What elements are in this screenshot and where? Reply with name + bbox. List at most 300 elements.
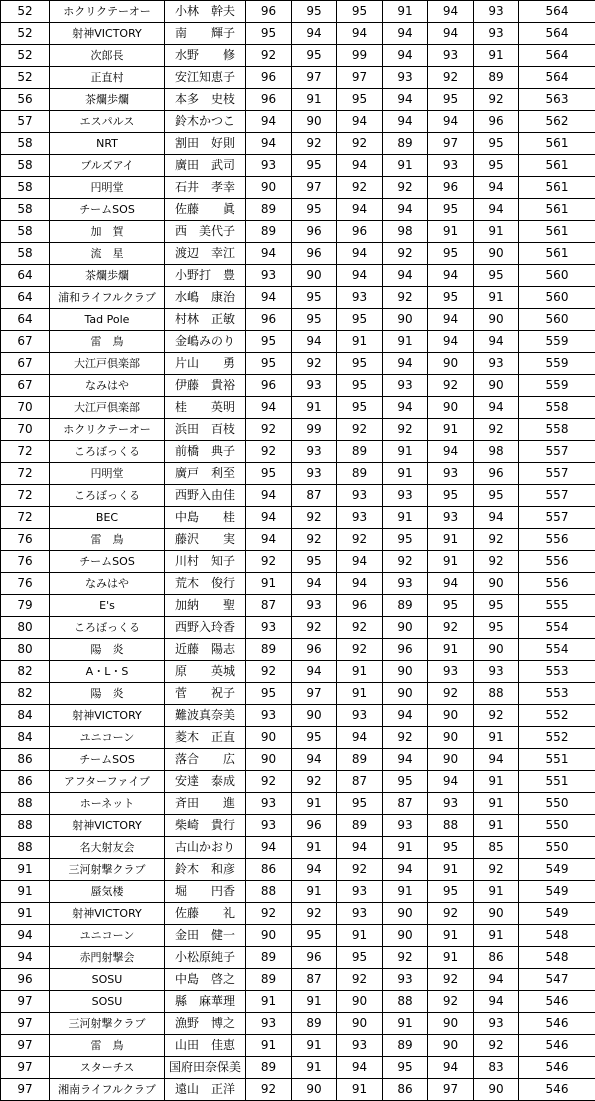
rank-cell: 97	[1, 1035, 50, 1057]
table-row	[1, 309, 595, 331]
team-cell: 茶爛歩爛	[50, 89, 165, 111]
score-cell: 92	[246, 441, 292, 463]
score-cell: 95	[292, 925, 337, 947]
score-cell: 88	[383, 991, 428, 1013]
table-row	[1, 111, 595, 133]
score-cell: 91	[246, 991, 292, 1013]
score-cell: 94	[383, 353, 428, 375]
score-cell: 93	[474, 1, 519, 23]
score-cell: 94	[292, 573, 337, 595]
score-cell: 92	[292, 507, 337, 529]
score-cell: 92	[428, 617, 474, 639]
name-cell: 片山 勇	[165, 353, 246, 375]
table-row	[1, 639, 595, 661]
total-cell: 553	[519, 661, 595, 683]
score-cell: 91	[474, 925, 519, 947]
name-cell: 落合 広	[165, 749, 246, 771]
table-body	[1, 1, 595, 1101]
total-cell: 549	[519, 881, 595, 903]
table-row	[1, 1, 595, 23]
score-cell: 96	[246, 89, 292, 111]
total-cell: 554	[519, 617, 595, 639]
table-row	[1, 485, 595, 507]
score-cell: 98	[474, 441, 519, 463]
score-cell: 89	[246, 1057, 292, 1079]
score-cell: 94	[337, 111, 383, 133]
name-cell: 廣戸 利至	[165, 463, 246, 485]
name-cell: 国府田奈保美	[165, 1057, 246, 1079]
score-cell: 93	[337, 903, 383, 925]
score-cell: 95	[428, 243, 474, 265]
score-cell: 91	[292, 1057, 337, 1079]
team-cell: 射神VICTORY	[50, 705, 165, 727]
score-cell: 95	[428, 89, 474, 111]
score-cell: 91	[428, 639, 474, 661]
rank-cell: 52	[1, 1, 50, 23]
team-cell: 茶爛歩爛	[50, 265, 165, 287]
score-cell: 90	[474, 639, 519, 661]
name-cell: 菱木 正直	[165, 727, 246, 749]
rank-cell: 76	[1, 551, 50, 573]
score-cell: 92	[246, 419, 292, 441]
name-cell: 漁野 博之	[165, 1013, 246, 1035]
table-row	[1, 23, 595, 45]
name-cell: 小松原純子	[165, 947, 246, 969]
name-cell: 安達 泰成	[165, 771, 246, 793]
score-cell: 92	[246, 45, 292, 67]
name-cell: 佐藤 礼	[165, 903, 246, 925]
name-cell: 小林 幹夫	[165, 1, 246, 23]
score-cell: 94	[292, 331, 337, 353]
table-row	[1, 89, 595, 111]
score-cell: 96	[474, 463, 519, 485]
total-cell: 548	[519, 925, 595, 947]
team-cell: ホーネット	[50, 793, 165, 815]
score-cell: 92	[383, 727, 428, 749]
score-cell: 92	[428, 991, 474, 1013]
score-cell: 93	[337, 485, 383, 507]
table-row	[1, 463, 595, 485]
score-cell: 91	[428, 419, 474, 441]
team-cell: ころぼっくる	[50, 485, 165, 507]
score-cell: 96	[292, 243, 337, 265]
table-row	[1, 705, 595, 727]
score-cell: 90	[383, 925, 428, 947]
score-cell: 95	[383, 771, 428, 793]
table-row	[1, 441, 595, 463]
score-cell: 89	[246, 221, 292, 243]
table-row	[1, 221, 595, 243]
score-cell: 90	[383, 617, 428, 639]
name-cell: 荒木 俊行	[165, 573, 246, 595]
score-cell: 93	[246, 793, 292, 815]
team-cell: 雷 鳥	[50, 331, 165, 353]
rank-cell: 96	[1, 969, 50, 991]
table-row	[1, 375, 595, 397]
rank-cell: 86	[1, 771, 50, 793]
name-cell: 割田 好則	[165, 133, 246, 155]
score-cell: 95	[246, 353, 292, 375]
rank-cell: 52	[1, 67, 50, 89]
total-cell: 549	[519, 859, 595, 881]
rank-cell: 67	[1, 331, 50, 353]
score-cell: 95	[292, 199, 337, 221]
table-row	[1, 815, 595, 837]
score-cell: 91	[474, 45, 519, 67]
name-cell: 西野入由佳	[165, 485, 246, 507]
team-cell: なみはや	[50, 573, 165, 595]
score-cell: 88	[474, 683, 519, 705]
score-cell: 95	[383, 1057, 428, 1079]
total-cell: 564	[519, 1, 595, 23]
score-cell: 93	[337, 1035, 383, 1057]
score-cell: 95	[292, 309, 337, 331]
score-cell: 89	[383, 595, 428, 617]
table-row	[1, 1013, 595, 1035]
score-cell: 90	[246, 177, 292, 199]
total-cell: 560	[519, 265, 595, 287]
rank-cell: 57	[1, 111, 50, 133]
team-cell: なみはや	[50, 375, 165, 397]
team-cell: 流 星	[50, 243, 165, 265]
rank-cell: 97	[1, 1013, 50, 1035]
team-cell: SOSU	[50, 969, 165, 991]
total-cell: 547	[519, 969, 595, 991]
team-cell: A・L・S	[50, 661, 165, 683]
score-cell: 92	[383, 243, 428, 265]
team-cell: BEC	[50, 507, 165, 529]
score-cell: 91	[337, 925, 383, 947]
rank-cell: 58	[1, 155, 50, 177]
score-cell: 93	[428, 463, 474, 485]
score-cell: 94	[428, 111, 474, 133]
score-cell: 91	[337, 331, 383, 353]
rank-cell: 52	[1, 23, 50, 45]
rank-cell: 67	[1, 353, 50, 375]
score-cell: 92	[246, 551, 292, 573]
score-cell: 93	[337, 705, 383, 727]
score-cell: 92	[337, 639, 383, 661]
score-cell: 95	[337, 89, 383, 111]
score-cell: 94	[337, 265, 383, 287]
score-cell: 90	[428, 1035, 474, 1057]
name-cell: 金嶋みのり	[165, 331, 246, 353]
score-cell: 91	[292, 793, 337, 815]
name-cell: 桂 英明	[165, 397, 246, 419]
score-cell: 94	[428, 441, 474, 463]
name-cell: 山田 佳恵	[165, 1035, 246, 1057]
score-cell: 91	[428, 221, 474, 243]
score-cell: 93	[246, 265, 292, 287]
score-cell: 97	[292, 177, 337, 199]
rank-cell: 94	[1, 925, 50, 947]
table-row	[1, 969, 595, 991]
team-cell: Tad Pole	[50, 309, 165, 331]
name-cell: 水野 修	[165, 45, 246, 67]
team-cell: ホクリクテーオー	[50, 419, 165, 441]
table-row	[1, 133, 595, 155]
table-row	[1, 617, 595, 639]
score-cell: 94	[383, 705, 428, 727]
score-cell: 86	[246, 859, 292, 881]
score-cell: 93	[292, 595, 337, 617]
rank-cell: 72	[1, 463, 50, 485]
score-cell: 87	[383, 793, 428, 815]
score-cell: 89	[383, 133, 428, 155]
score-cell: 94	[246, 111, 292, 133]
name-cell: 遠山 正洋	[165, 1079, 246, 1101]
score-cell: 90	[383, 903, 428, 925]
score-cell: 87	[292, 969, 337, 991]
total-cell: 556	[519, 573, 595, 595]
rank-cell: 97	[1, 991, 50, 1013]
rank-cell: 67	[1, 375, 50, 397]
score-cell: 94	[428, 331, 474, 353]
score-cell: 83	[474, 1057, 519, 1079]
score-cell: 96	[337, 221, 383, 243]
score-cell: 91	[383, 507, 428, 529]
score-cell: 94	[292, 661, 337, 683]
name-cell: 近藤 陽志	[165, 639, 246, 661]
score-cell: 90	[246, 925, 292, 947]
total-cell: 561	[519, 221, 595, 243]
team-cell: 射神VICTORY	[50, 815, 165, 837]
score-cell: 94	[337, 727, 383, 749]
score-cell: 93	[292, 463, 337, 485]
score-cell: 94	[337, 551, 383, 573]
score-cell: 96	[246, 1, 292, 23]
score-cell: 92	[246, 661, 292, 683]
team-cell: ころぼっくる	[50, 441, 165, 463]
score-cell: 94	[383, 859, 428, 881]
score-cell: 89	[246, 969, 292, 991]
score-cell: 90	[292, 705, 337, 727]
team-cell: 陽 炎	[50, 683, 165, 705]
score-cell: 96	[474, 111, 519, 133]
score-cell: 95	[292, 1, 337, 23]
total-cell: 560	[519, 309, 595, 331]
total-cell: 546	[519, 991, 595, 1013]
score-cell: 91	[246, 573, 292, 595]
total-cell: 559	[519, 375, 595, 397]
score-cell: 94	[246, 243, 292, 265]
name-cell: 水嶋 康治	[165, 287, 246, 309]
score-cell: 93	[428, 45, 474, 67]
name-cell: 小野打 豊	[165, 265, 246, 287]
score-cell: 85	[474, 837, 519, 859]
team-cell: エスパルス	[50, 111, 165, 133]
score-cell: 92	[292, 529, 337, 551]
score-cell: 94	[246, 287, 292, 309]
name-cell: 西野入玲香	[165, 617, 246, 639]
team-cell: 三河射撃クラブ	[50, 859, 165, 881]
score-cell: 95	[337, 353, 383, 375]
rank-cell: 91	[1, 881, 50, 903]
rank-cell: 58	[1, 177, 50, 199]
name-cell: 斉田 進	[165, 793, 246, 815]
score-cell: 95	[474, 595, 519, 617]
score-cell: 90	[292, 265, 337, 287]
table-row	[1, 947, 595, 969]
table-row	[1, 727, 595, 749]
rank-cell: 72	[1, 507, 50, 529]
score-cell: 92	[428, 683, 474, 705]
score-cell: 94	[246, 397, 292, 419]
total-cell: 561	[519, 133, 595, 155]
name-cell: 堀 円香	[165, 881, 246, 903]
name-cell: 南 輝子	[165, 23, 246, 45]
score-cell: 95	[337, 947, 383, 969]
team-cell: ころぼっくる	[50, 617, 165, 639]
score-cell: 92	[383, 419, 428, 441]
table-row	[1, 507, 595, 529]
total-cell: 556	[519, 529, 595, 551]
score-cell: 91	[428, 551, 474, 573]
score-cell: 95	[292, 287, 337, 309]
total-cell: 550	[519, 815, 595, 837]
score-cell: 91	[383, 155, 428, 177]
score-cell: 94	[246, 485, 292, 507]
score-cell: 92	[474, 551, 519, 573]
score-cell: 91	[337, 683, 383, 705]
score-cell: 93	[474, 353, 519, 375]
score-cell: 94	[383, 45, 428, 67]
score-cell: 94	[428, 265, 474, 287]
score-cell: 95	[292, 155, 337, 177]
rank-cell: 82	[1, 661, 50, 683]
score-cell: 95	[337, 1, 383, 23]
team-cell: 名大射友会	[50, 837, 165, 859]
score-cell: 94	[474, 177, 519, 199]
score-cell: 94	[337, 199, 383, 221]
score-cell: 92	[292, 617, 337, 639]
table-row	[1, 595, 595, 617]
name-cell: 渡辺 幸江	[165, 243, 246, 265]
score-cell: 93	[246, 705, 292, 727]
total-cell: 559	[519, 331, 595, 353]
rank-cell: 70	[1, 419, 50, 441]
score-cell: 93	[337, 507, 383, 529]
table-row	[1, 353, 595, 375]
score-cell: 89	[292, 1013, 337, 1035]
score-cell: 93	[428, 793, 474, 815]
team-cell: 陽 炎	[50, 639, 165, 661]
rank-cell: 88	[1, 837, 50, 859]
score-cell: 90	[246, 727, 292, 749]
score-cell: 99	[337, 45, 383, 67]
score-cell: 89	[337, 815, 383, 837]
score-cell: 91	[474, 815, 519, 837]
score-cell: 95	[337, 375, 383, 397]
score-cell: 92	[474, 529, 519, 551]
score-cell: 96	[246, 67, 292, 89]
score-cell: 91	[292, 1035, 337, 1057]
score-cell: 87	[292, 485, 337, 507]
team-cell: アフターファイブ	[50, 771, 165, 793]
score-cell: 93	[383, 969, 428, 991]
score-cell: 98	[383, 221, 428, 243]
team-cell: ブルズアイ	[50, 155, 165, 177]
score-cell: 91	[474, 771, 519, 793]
name-cell: 村林 正敏	[165, 309, 246, 331]
table-row	[1, 551, 595, 573]
score-cell: 91	[246, 1035, 292, 1057]
score-cell: 94	[383, 199, 428, 221]
score-cell: 91	[383, 1013, 428, 1035]
score-cell: 94	[337, 1057, 383, 1079]
total-cell: 549	[519, 903, 595, 925]
score-cell: 96	[292, 947, 337, 969]
team-cell: 次郎長	[50, 45, 165, 67]
score-cell: 94	[428, 1, 474, 23]
score-cell: 96	[246, 375, 292, 397]
table-row	[1, 925, 595, 947]
score-cell: 91	[292, 837, 337, 859]
table-row	[1, 1035, 595, 1057]
rank-cell: 86	[1, 749, 50, 771]
score-cell: 93	[383, 485, 428, 507]
team-cell: チームSOS	[50, 551, 165, 573]
total-cell: 546	[519, 1079, 595, 1101]
score-cell: 94	[292, 859, 337, 881]
score-cell: 93	[246, 1013, 292, 1035]
score-cell: 94	[337, 155, 383, 177]
name-cell: 中島 桂	[165, 507, 246, 529]
score-cell: 90	[383, 683, 428, 705]
score-cell: 93	[292, 441, 337, 463]
score-cell: 86	[383, 1079, 428, 1101]
team-cell: 雷 鳥	[50, 1035, 165, 1057]
total-cell: 548	[519, 947, 595, 969]
score-cell: 89	[337, 463, 383, 485]
score-cell: 92	[292, 353, 337, 375]
score-cell: 95	[474, 155, 519, 177]
score-cell: 90	[428, 353, 474, 375]
name-cell: 縣 麻華理	[165, 991, 246, 1013]
rank-cell: 88	[1, 815, 50, 837]
score-cell: 94	[474, 507, 519, 529]
score-cell: 92	[383, 287, 428, 309]
team-cell: 蜃気楼	[50, 881, 165, 903]
score-cell: 94	[428, 771, 474, 793]
team-cell: 大江戸倶楽部	[50, 397, 165, 419]
team-cell: ユニコーン	[50, 925, 165, 947]
score-cell: 86	[474, 947, 519, 969]
score-cell: 92	[337, 133, 383, 155]
score-cell: 97	[337, 67, 383, 89]
total-cell: 564	[519, 23, 595, 45]
score-cell: 94	[383, 749, 428, 771]
score-cell: 94	[292, 23, 337, 45]
score-cell: 91	[383, 463, 428, 485]
name-cell: 本多 史枝	[165, 89, 246, 111]
score-cell: 94	[474, 969, 519, 991]
score-cell: 94	[337, 573, 383, 595]
team-cell: SOSU	[50, 991, 165, 1013]
score-cell: 94	[383, 111, 428, 133]
score-cell: 92	[428, 67, 474, 89]
total-cell: 556	[519, 551, 595, 573]
team-cell: 正直村	[50, 67, 165, 89]
score-cell: 99	[292, 419, 337, 441]
score-cell: 92	[337, 419, 383, 441]
rank-cell: 64	[1, 287, 50, 309]
rank-cell: 82	[1, 683, 50, 705]
score-cell: 93	[428, 507, 474, 529]
table-row	[1, 661, 595, 683]
rank-cell: 72	[1, 441, 50, 463]
name-cell: 原 英城	[165, 661, 246, 683]
